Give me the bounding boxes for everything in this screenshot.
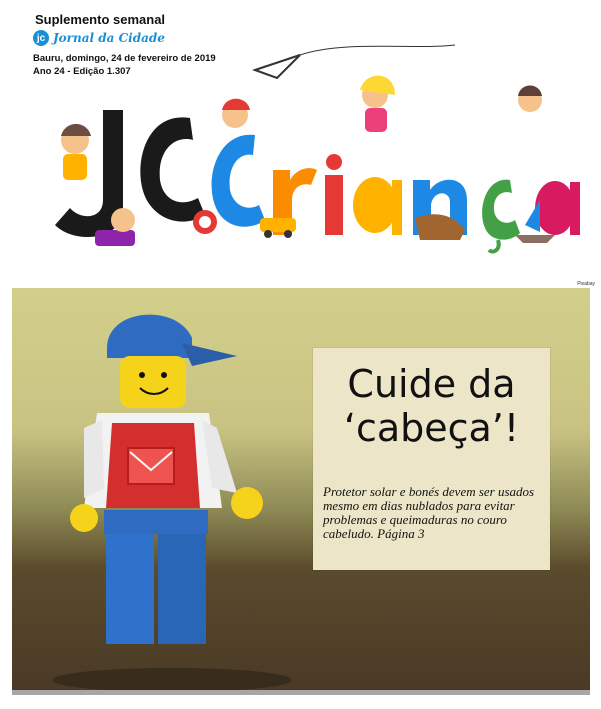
dateline: Bauru, domingo, 24 de fevereiro de 2019	[33, 53, 216, 64]
headline[interactable]	[313, 362, 550, 450]
masthead	[0, 0, 601, 280]
publisher-logo-icon: jc	[33, 30, 49, 46]
publisher-name: Jornal da Cidade	[53, 31, 165, 45]
headline-line-2: ‘cabeça’!	[343, 406, 520, 450]
cover-photo	[12, 288, 590, 690]
jc-crianca-logo	[15, 40, 595, 270]
edition-number: Ano 24 - Edição 1.307	[33, 66, 131, 77]
headline-box	[313, 348, 550, 570]
bottom-rule	[12, 690, 590, 695]
lede-text: Protetor solar e bonés devem ser usados mesmo em dias nublados para evitar problemas e queimaduras no couro cabeludo. Página 3	[323, 484, 535, 541]
headline-line-1: Cuide da	[347, 362, 516, 406]
supplement-label: Suplemento semanal	[35, 12, 166, 27]
photo-credit: Pixabay	[577, 281, 595, 287]
